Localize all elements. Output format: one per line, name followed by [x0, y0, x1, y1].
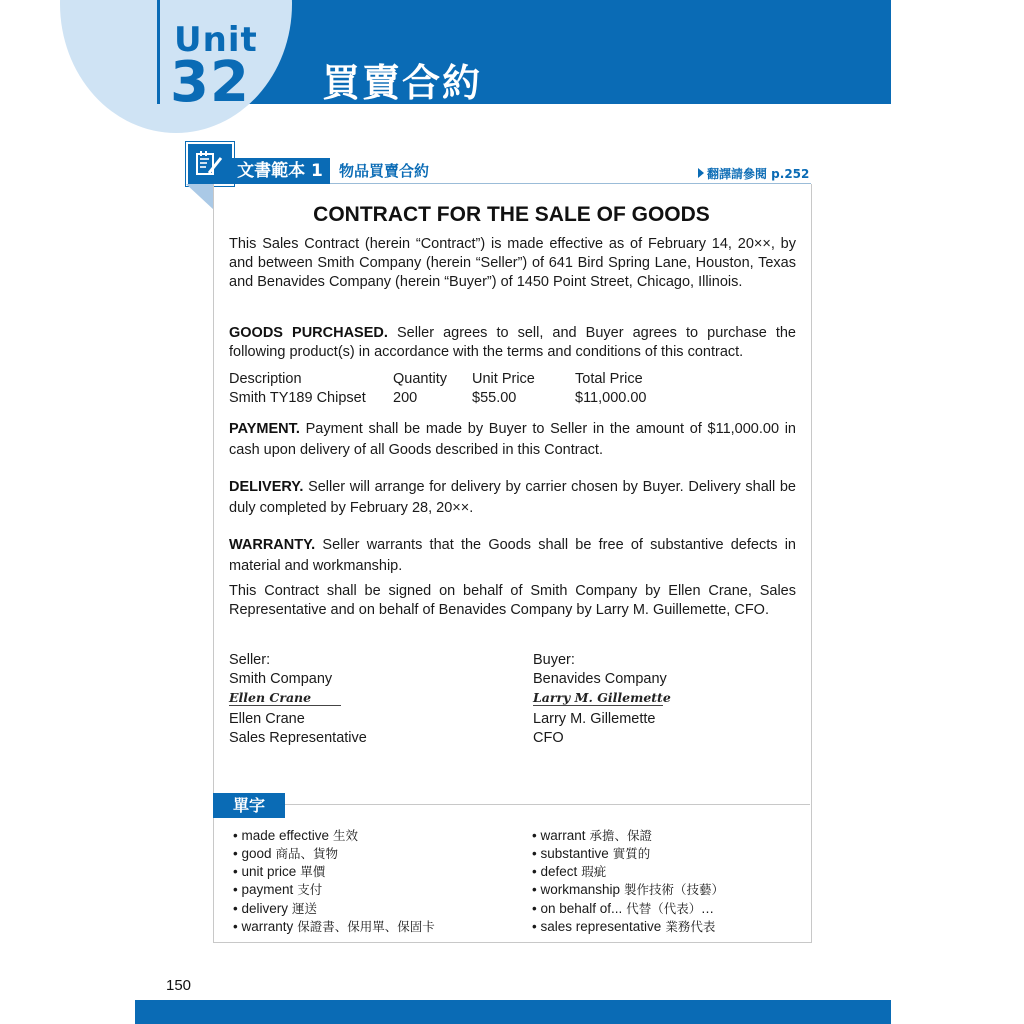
- warranty-text: Seller warrants that the Goods shall be free of substantive defects in material and workmanship.: [229, 537, 796, 574]
- warranty-paragraph: [229, 535, 796, 577]
- table-cell-quantity: 200: [393, 390, 418, 406]
- payment-text: Payment shall be made by Buyer to Seller in the amount of $11,000.00 in cash upon delivery of all Goods described in this Contract.: [229, 421, 796, 458]
- goods-heading: GOODS PURCHASED.: [229, 325, 388, 341]
- goods-paragraph: [229, 324, 796, 362]
- sample-badge: 文書範本 1: [230, 158, 330, 184]
- table-cell-unit-price: $55.00: [472, 390, 517, 406]
- triangle-right-icon: [698, 168, 704, 178]
- vocab-item: • made effective 生效: [233, 828, 359, 843]
- buyer-label: Buyer:: [533, 652, 575, 668]
- vocab-item: • unit price 單價: [233, 864, 326, 879]
- seller-label: Seller:: [229, 652, 271, 668]
- intro-paragraph: This Sales Contract (herein “Contract”) is made effective as of February 14, 20××, by and between Smith Company (herein “Seller”) of 641 Bird Spring Lane, Houston, Texas and Benavides Company (herein “Buyer”) of 1450 Point Street, Chicago, Illinois.: [229, 236, 796, 290]
- vocab-item: • substantive 實質的: [532, 846, 651, 861]
- vocab-item: • good 商品、貨物: [233, 846, 339, 861]
- buyer-signature: Larry M. Gillemette: [533, 690, 671, 705]
- fold-corner: [186, 184, 214, 210]
- vocab-title: 單字: [213, 793, 285, 818]
- unit-number: 32: [170, 50, 250, 115]
- vocab-item: • warrant 承擔、保證: [532, 828, 653, 843]
- contract-title: CONTRACT FOR THE SALE OF GOODS: [313, 203, 710, 226]
- buyer-role: CFO: [533, 730, 564, 746]
- table-header-description: Description: [229, 371, 302, 387]
- vocab-item: • warranty 保證書、保用單、保固卡: [233, 919, 435, 934]
- table-header-total-price: Total Price: [575, 371, 643, 387]
- buyer-name: Larry M. Gillemette: [533, 711, 656, 727]
- table-header-unit-price: Unit Price: [472, 371, 535, 387]
- page-number: 150: [166, 977, 192, 994]
- delivery-paragraph: [229, 477, 796, 519]
- translation-reference: [698, 165, 809, 182]
- buyer-signature-line: [533, 705, 663, 706]
- vocab-divider: [213, 804, 810, 805]
- delivery-text: Seller will arrange for delivery by carrier chosen by Buyer. Delivery shall be duly completed by February 28, 20××.: [229, 479, 796, 516]
- payment-paragraph: [229, 419, 796, 461]
- table-cell-total-price: $11,000.00: [575, 390, 647, 406]
- goods-text: Seller agrees to sell, and Buyer agrees to purchase the following product(s) in accordance with the terms and conditions of this contract.: [229, 325, 796, 360]
- unit-label: Unit: [174, 20, 258, 60]
- sample-subtitle: 物品買賣合約: [339, 162, 430, 180]
- translation-reference-text: 翻譯請參閱 p.252: [707, 167, 810, 181]
- signing-paragraph: This Contract shall be signed on behalf of Smith Company by Ellen Crane, Sales Representative and on behalf of Benavides Company by Larry M. Guillemette, CFO.: [229, 583, 796, 618]
- vocab-item: • defect 瑕疵: [532, 864, 607, 879]
- seller-name: Ellen Crane: [229, 711, 305, 727]
- seller-role: Sales Representative: [229, 730, 367, 746]
- delivery-heading: DELIVERY.: [229, 479, 304, 495]
- unit-divider: [157, 0, 160, 104]
- vocab-item: • delivery 運送: [233, 901, 318, 916]
- payment-heading: PAYMENT.: [229, 421, 300, 437]
- seller-signature: Ellen Crane: [229, 690, 312, 705]
- footer-band: [135, 1000, 891, 1024]
- table-header-quantity: Quantity: [393, 371, 447, 387]
- document-edit-icon: [186, 142, 234, 186]
- vocab-item: • payment 支付: [233, 882, 323, 897]
- vocab-item: • workmanship 製作技術（技藝）: [532, 882, 725, 897]
- vocab-item: • sales representative 業務代表: [532, 919, 716, 934]
- vocab-item: • on behalf of... 代替（代表）…: [532, 901, 714, 916]
- buyer-company: Benavides Company: [533, 671, 667, 687]
- seller-company: Smith Company: [229, 671, 333, 687]
- warranty-heading: WARRANTY.: [229, 537, 316, 553]
- table-cell-description: Smith TY189 Chipset: [229, 390, 366, 406]
- seller-signature-line: [229, 705, 341, 706]
- page-title: 買賣合約: [322, 61, 483, 105]
